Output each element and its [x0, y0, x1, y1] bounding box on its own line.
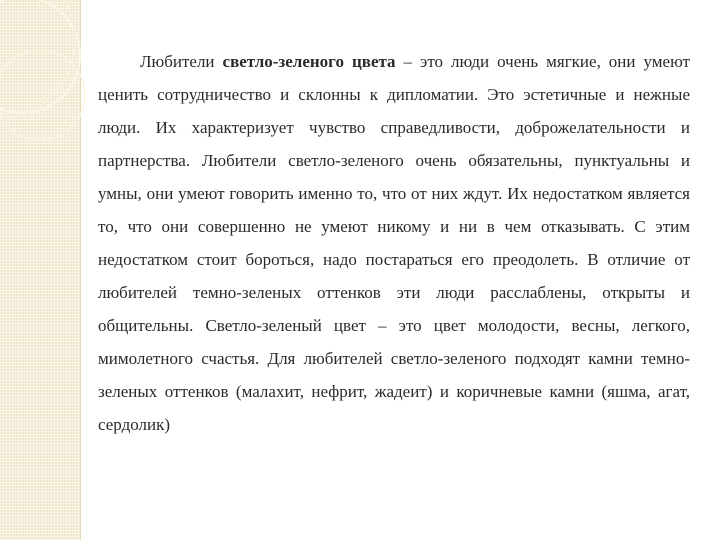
paragraph-lead: Любители [140, 52, 223, 71]
paragraph-highlight: светло-зеленого цвета [222, 52, 396, 71]
main-paragraph [98, 45, 690, 441]
document-body [98, 45, 690, 441]
paragraph-body: – это люди очень мягкие, они умеют ценить сотрудничество и склонны к дипломатии. Это эстетичные и нежные люди. Их характеризует чувство справедливости, доброжелательности и партнерства. Любители светло-зеленого очень обязательны, пунктуальны и умны, они умеют говорить именно то, что от них ждут. Их недостатком является то, что они совершенно не умеют никому и ни в чем отказывать. С этим недостатком стоит бороться, надо постараться его преодолеть. В отличие от любителей темно-зеленых оттенков эти люди расслаблены, открыты и общительны. Светло-зеленый цвет – это цвет молодости, весны, легкого, мимолетного счастья. Для любителей светло-зеленого подходят камни темно-зеленых оттенков (малахит, нефрит, жадеит) и коричневые камни (яшма, агат, сердолик) [98, 52, 690, 434]
